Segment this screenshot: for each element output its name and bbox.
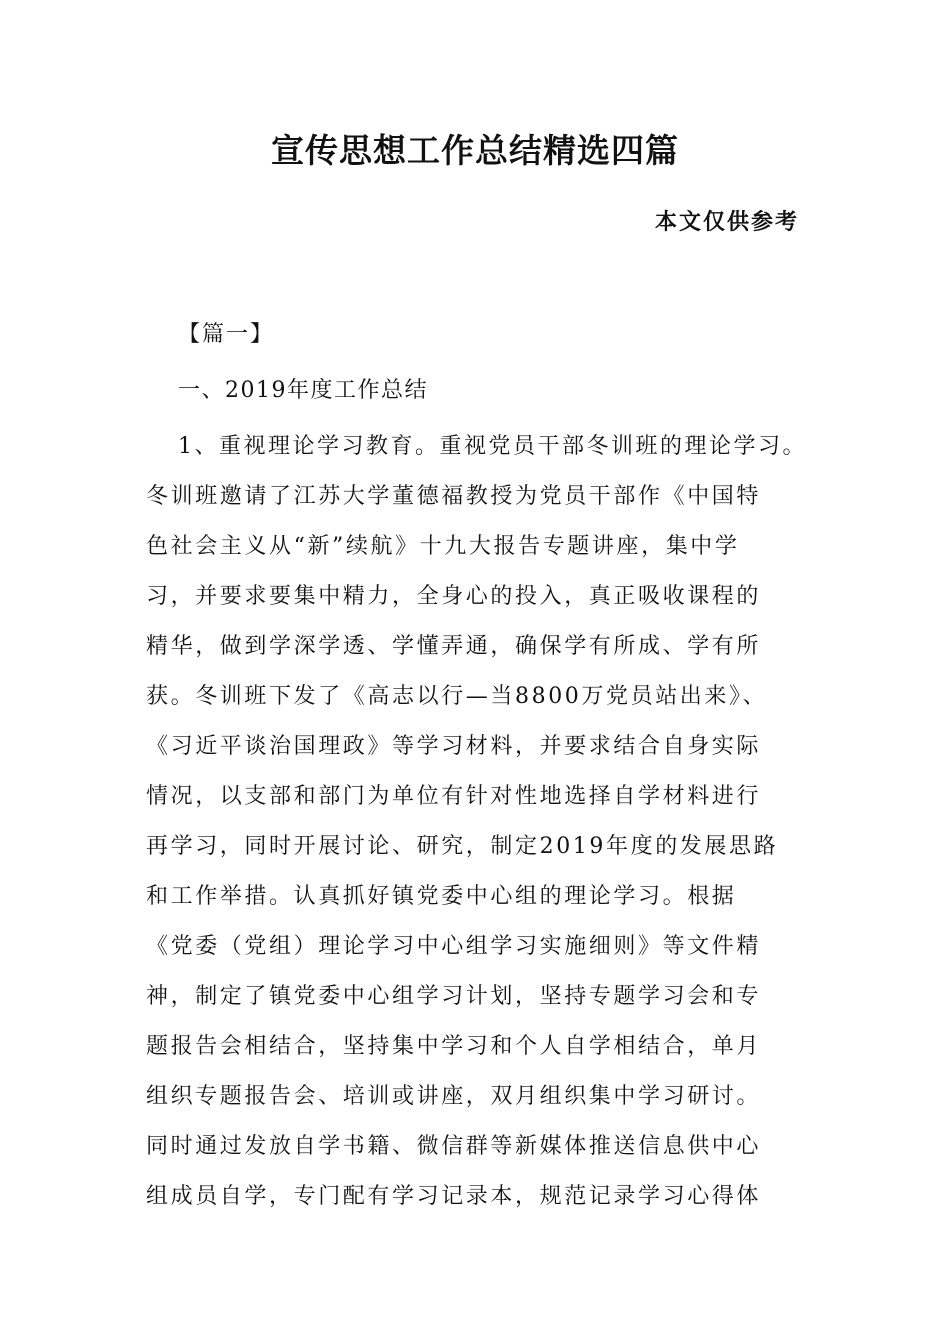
paragraph-line: 精华，做到学深学透、学懂弄通，确保学有所成、学有所: [146, 634, 762, 659]
paragraph-line: 冬训班邀请了江苏大学董德福教授为党员干部作《中国特: [146, 484, 762, 509]
document-title: 宣传思想工作总结精选四篇: [271, 131, 679, 170]
paragraph-line: 习，并要求要集中精力，全身心的投入，真正吸收课程的: [146, 584, 762, 609]
paragraph-line: 色社会主义从“新”续航》十九大报告专题讲座，集中学: [146, 534, 740, 559]
paragraph-line: 和工作举措。认真抓好镇党委中心组的理论学习。根据: [146, 884, 737, 909]
document-subtitle: 本文仅供参考: [655, 209, 800, 235]
paragraph-line: 题报告会相结合，坚持集中学习和个人自学相结合，单月: [146, 1034, 762, 1059]
paragraph-line: 1、重视理论学习教育。重视党员干部冬训班的理论学习。: [178, 434, 807, 459]
paragraph-line: 获。冬训班下发了《高志以行—当8800万党员站出来》、: [146, 684, 768, 709]
paragraph-line: 神，制定了镇党委中心组学习计划，坚持专题学习会和专: [146, 984, 762, 1009]
section-heading: 一、2019年度工作总结: [178, 378, 428, 403]
paragraph-line: 情况，以支部和部门为单位有针对性地选择自学材料进行: [146, 784, 762, 809]
paragraph-line: 组织专题报告会、培训或讲座，双月组织集中学习研讨。: [146, 1084, 762, 1109]
section-label: 【篇一】: [178, 322, 275, 347]
paragraph-line: 《党委（党组）理论学习中心组学习实施细则》等文件精: [146, 934, 762, 959]
paragraph-line: 再学习，同时开展讨论、研究，制定2019年度的发展思路: [146, 834, 779, 859]
paragraph-line: 《习近平谈治国理政》等学习材料，并要求结合自身实际: [146, 734, 762, 759]
paragraph-line: 同时通过发放自学书籍、微信群等新媒体推送信息供中心: [146, 1134, 762, 1159]
paragraph-line: 组成员自学，专门配有学习记录本，规范记录学习心得体: [146, 1184, 762, 1209]
